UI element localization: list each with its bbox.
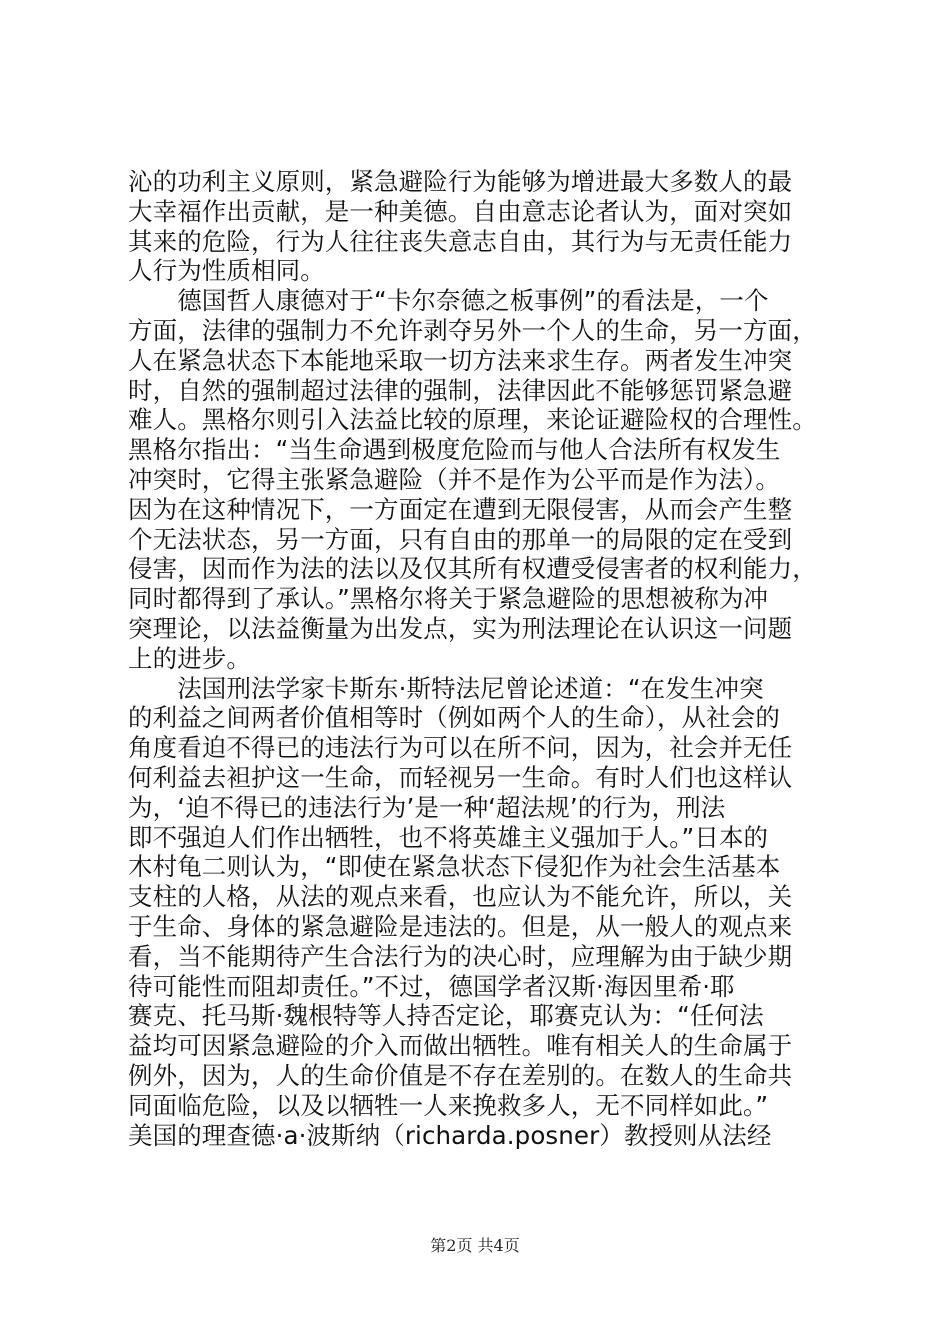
text-line: 同时都得到了承认。”黑格尔将关于紧急避险的思想被称为冲: [128, 584, 769, 614]
text-line: 其来的危险，行为人往往丧失意志自由，其行为与无责任能力: [128, 226, 793, 256]
text-line: 人在紧急状态下本能地采取一切方法来求生存。两者发生冲突: [128, 345, 793, 375]
body-text: [128, 167, 828, 1150]
text-line: 时，自然的强制超过法律的强制，法律因此不能够惩罚紧急避: [128, 375, 793, 405]
text-line: 冲突时，它得主张紧急避险（并不是作为公平而是作为法）。: [128, 464, 780, 494]
text-line: 赛克、托马斯·魏根特等人持否定论，耶赛克认为：“任何法: [128, 1001, 764, 1031]
text-line: 沁的功利主义原则，紧急避险行为能够为增进最大多数人的最: [128, 167, 793, 196]
text-line: 美国的理查德·a·波斯纳（richarda.posner）教授则从法经: [128, 1120, 772, 1150]
text-line: 德国哲人康德对于“卡尔奈德之板事例”的看法是，一个: [128, 286, 769, 316]
text-line: 大幸福作出贡献，是一种美德。自由意志论者认为，面对突如: [128, 196, 793, 226]
text-line: 何利益去袒护这一生命，而轻视另一生命。有时人们也这样认: [128, 762, 793, 792]
text-line: 例外，因为，人的生命价值是不存在差别的。在数人的生命共: [128, 1060, 793, 1090]
page-footer: 第2页 共4页: [430, 1236, 520, 1255]
text-line: 上的进步。: [128, 643, 251, 673]
text-line: 个无法状态，另一方面，只有自由的那单一的局限的定在受到: [128, 524, 793, 554]
text-line: 益均可因紧急避险的介入而做出牺牲。唯有相关人的生命属于: [128, 1031, 793, 1061]
text-line: 即不强迫人们作出牺牲，也不将英雄主义强加于人。”日本的: [128, 822, 769, 852]
text-line: 侵害，因而作为法的法以及仅其所有权遭受侵害者的权利能力，: [128, 554, 817, 584]
text-line: 为，‘迫不得已的违法行为’是一种‘超法规’的行为，刑法: [128, 792, 726, 822]
text-line: 法国刑法学家卡斯东·斯特法尼曾论述道：“在发生冲突: [128, 673, 764, 703]
text-line: 方面，法律的强制力不允许剥夺另外一个人的生命，另一方面，: [128, 315, 817, 345]
text-line: 角度看迫不得已的违法行为可以在所不问，因为，社会并无任: [128, 733, 793, 763]
text-line: 因为在这种情况下，一方面定在遭到无限侵害，从而会产生整: [128, 494, 793, 524]
text-line: 木村龟二则认为，“即使在紧急状态下侵犯作为社会生活基本: [128, 852, 781, 882]
text-line: 于生命、身体的紧急避险是违法的。但是，从一般人的观点来: [128, 911, 793, 941]
text-line: 突理论，以法益衡量为出发点，实为刑法理论在认识这一问题: [128, 613, 793, 643]
text-line: 同面临危险，以及以牺牲一人来挽救多人，无不同样如此。”: [128, 1090, 769, 1120]
text-line: 待可能性而阻却责任。”不过，德国学者汉斯·海因里希·耶: [128, 971, 735, 1001]
text-line: 支柱的人格，从法的观点来看，也应认为不能允许，所以，关: [128, 882, 793, 912]
text-line: 人行为性质相同。: [128, 256, 325, 286]
text-line: 的利益之间两者价值相等时（例如两个人的生命），从社会的: [128, 703, 780, 733]
text-line: 难人。黑格尔则引入法益比较的原理，来论证避险权的合理性。: [128, 405, 817, 435]
text-line: 看，当不能期待产生合法行为的决心时，应理解为由于缺少期: [128, 941, 793, 971]
text-line: 黑格尔指出：“当生命遇到极度危险而与他人合法所有权发生: [128, 435, 781, 465]
